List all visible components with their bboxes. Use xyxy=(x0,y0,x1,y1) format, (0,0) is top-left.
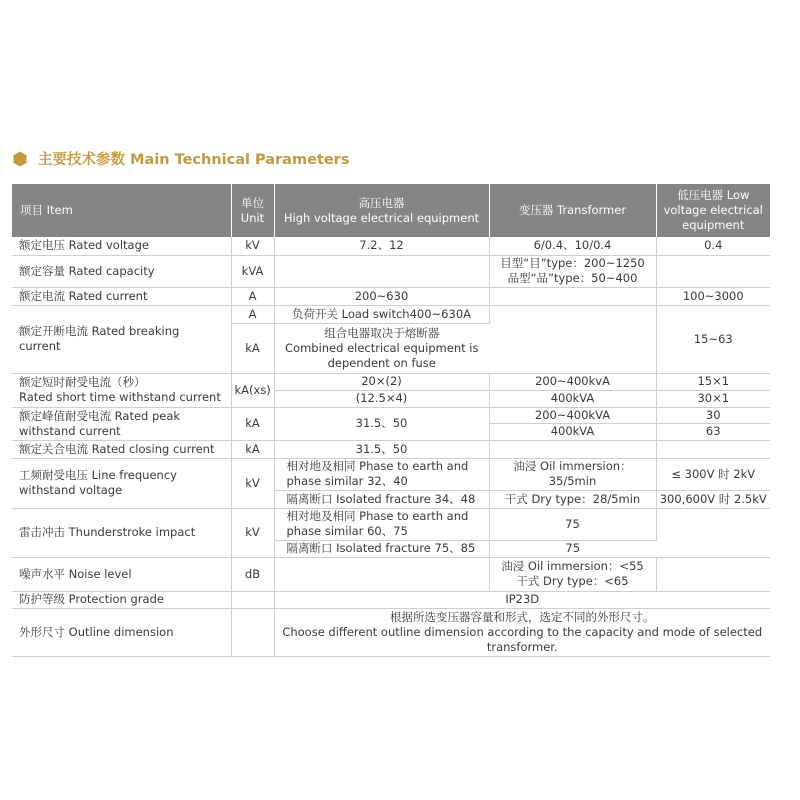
cell-transformer: 6/0.4、10/0.4 xyxy=(489,237,656,255)
cell-transformer xyxy=(489,287,656,305)
cell-hv: 31.5、50 xyxy=(274,440,489,458)
row-unit: kA xyxy=(231,323,274,373)
header-high-voltage: 高压电器 High voltage electrical equipment xyxy=(274,184,489,237)
cell-hv xyxy=(274,255,489,287)
table-row xyxy=(12,237,770,255)
cell-hv: 20×(2) xyxy=(274,373,489,390)
row-label: 额定峰值耐受电流 Rated peak withstand current xyxy=(12,407,231,440)
cell-lv xyxy=(656,508,770,557)
row-label: 工频耐受电压 Line frequency withstand voltage xyxy=(12,458,231,508)
cell-transformer: 200~400kVA xyxy=(489,407,656,423)
cell-hv xyxy=(274,557,489,591)
header-unit: 单位 Unit xyxy=(231,184,274,237)
row-label: 额定电流 Rated current xyxy=(12,287,231,305)
hexagon-icon xyxy=(12,151,28,167)
table-row xyxy=(12,591,770,608)
cell-lv: 30×1 xyxy=(656,390,770,407)
table-row xyxy=(12,373,770,390)
cell-transformer xyxy=(489,305,656,373)
cell-transformer: 400kVA xyxy=(489,390,656,407)
row-unit: dB xyxy=(231,557,274,591)
row-label: 额定短时耐受电流（秒） Rated short time withstand current xyxy=(12,373,231,407)
cell-lv xyxy=(656,440,770,458)
row-unit: kV xyxy=(231,237,274,255)
row-label: 额定关合电流 Rated closing current xyxy=(12,440,231,458)
cell-transformer: 400kVA xyxy=(489,423,656,440)
row-label: 噪声水平 Noise level xyxy=(12,557,231,591)
row-unit: kA xyxy=(231,440,274,458)
cell-lv xyxy=(656,255,770,287)
cell-transformer: 75 xyxy=(489,540,656,557)
cell-lv: 30 xyxy=(656,407,770,423)
cell-transformer: 75 xyxy=(489,508,656,540)
table-row xyxy=(12,557,770,591)
table-header-row xyxy=(12,184,770,237)
cell-transformer xyxy=(489,440,656,458)
row-unit xyxy=(231,608,274,656)
row-unit: A xyxy=(231,287,274,305)
row-unit: kA(xs) xyxy=(231,373,274,407)
cell-hv: 相对地及相同 Phase to earth and phase similar 32、40 xyxy=(274,458,489,490)
table-row xyxy=(12,255,770,287)
table-row xyxy=(12,305,770,323)
header-transformer: 变压器 Transformer xyxy=(489,184,656,237)
cell-hv: 相对地及相同 Phase to earth and phase similar 60、75 xyxy=(274,508,489,540)
cell-hv: 组合电器取决于熔断器 Combined electrical equipment is dependent on fuse xyxy=(274,323,489,373)
section-title xyxy=(12,148,349,169)
cell-lv: 300,600V 时 2.5kV xyxy=(656,490,770,508)
cell-transformer: 干式 Dry type：28/5min xyxy=(489,490,656,508)
row-unit: kA xyxy=(231,407,274,440)
table-row xyxy=(12,508,770,540)
cell-hv: 200~630 xyxy=(274,287,489,305)
cell-transformer: 油浸 Oil immersion： 35/5min xyxy=(489,458,656,490)
cell-lv: 100~3000 xyxy=(656,287,770,305)
cell-lv xyxy=(656,557,770,591)
cell-protection-value: IP23D xyxy=(274,591,770,608)
cell-lv: 15×1 xyxy=(656,373,770,390)
row-label: 外形尺寸 Outline dimension xyxy=(12,608,231,656)
cell-hv: (12.5×4) xyxy=(274,390,489,407)
cell-hv: 隔离断口 Isolated fracture 75、85 xyxy=(274,540,489,557)
row-unit: kVA xyxy=(231,255,274,287)
row-unit: kV xyxy=(231,458,274,508)
row-label: 防护等级 Protection grade xyxy=(12,591,231,608)
row-label: 雷击冲击 Thunderstroke impact xyxy=(12,508,231,557)
row-unit: kV xyxy=(231,508,274,557)
cell-hv: 31.5、50 xyxy=(274,407,489,440)
cell-lv: 63 xyxy=(656,423,770,440)
section-title-text: 主要技术参数 Main Technical Parameters xyxy=(38,152,350,168)
table-row xyxy=(12,440,770,458)
table-row xyxy=(12,458,770,490)
row-unit xyxy=(231,591,274,608)
cell-hv: 7.2、12 xyxy=(274,237,489,255)
cell-lv: 0.4 xyxy=(656,237,770,255)
parameters-table xyxy=(12,184,770,657)
header-low-voltage: 低压电器 Low voltage electrical equipment xyxy=(656,184,770,237)
row-label: 额定开断电流 Rated breaking current xyxy=(12,305,231,373)
table-row xyxy=(12,608,770,656)
cell-transformer: 油浸 Oil immersion：<55 干式 Dry type：<65 xyxy=(489,557,656,591)
cell-outline-value: 根据所选变压器容量和形式，选定不同的外形尺寸。 Choose different outline dimension according to the capacity and mode of selected transformer. xyxy=(274,608,770,656)
cell-transformer: 目型“目”type：200~1250 品型“品”type：50~400 xyxy=(489,255,656,287)
cell-hv: 隔离断口 Isolated fracture 34、48 xyxy=(274,490,489,508)
cell-transformer: 200~400kvA xyxy=(489,373,656,390)
header-item: 项目 Item xyxy=(12,184,231,237)
row-label: 额定容量 Rated capacity xyxy=(12,255,231,287)
table-row xyxy=(12,407,770,423)
row-unit: A xyxy=(231,305,274,323)
cell-lv: 15~63 xyxy=(656,305,770,373)
cell-lv: ≤ 300V 时 2kV xyxy=(656,458,770,490)
table-row xyxy=(12,287,770,305)
cell-hv: 负荷开关 Load switch400~630A xyxy=(274,305,489,323)
row-label: 额定电压 Rated voltage xyxy=(12,237,231,255)
